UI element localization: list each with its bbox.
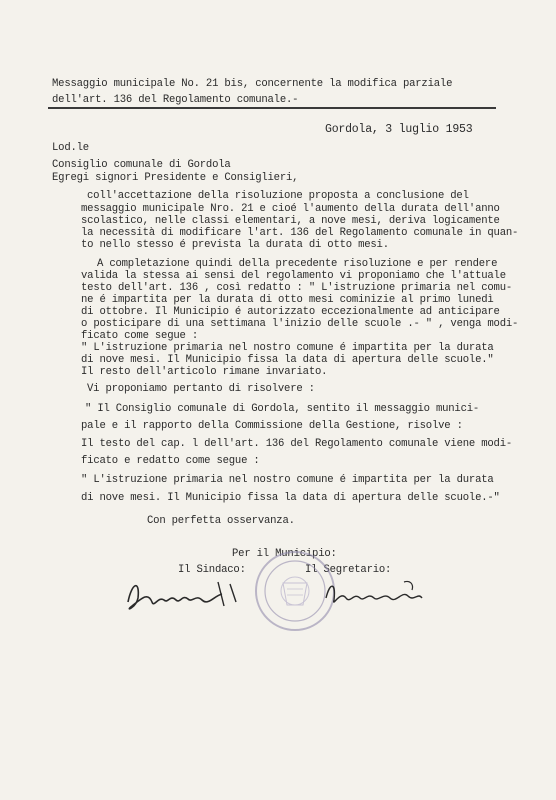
para2-line: valida la stessa ai sensi del regolamento vi proponiamo che l'attuale — [81, 270, 506, 282]
para2-line: Il resto dell'articolo rimane invariato. — [81, 366, 328, 378]
para3-line: ficato e redatto come segue : — [81, 455, 260, 467]
para1-line: scolastico, nelle classi elementari, a nove mesi, deriva logicamente — [81, 215, 500, 227]
para1-line: la necessità di modificare l'art. 136 del Regolamento comunale in quan- — [81, 227, 519, 239]
para1-line: to nello stesso é prevista la durata di otto mesi. — [81, 239, 389, 251]
para3-line: di nove mesi. Il Municipio fissa la data di apertura delle scuole.-" — [81, 492, 500, 504]
para2-line: testo dell'art. 136 , così redatto : " L'istruzione primaria nel comu- — [81, 282, 513, 294]
para3-line: Il testo del cap. l dell'art. 136 del Regolamento comunale viene modi- — [81, 438, 513, 450]
recipient-line-2: Egregi signori Presidente e Consiglieri, — [52, 172, 299, 184]
para3-line: " Il Consiglio comunale di Gordola, sentito il messaggio munici- — [85, 403, 480, 415]
segretario-label: Il Segretario: — [305, 564, 392, 576]
closing-line: Con perfetta osservanza. — [147, 515, 295, 527]
para3-line: pale e il rapporto della Commissione della Gestione, risolve : — [81, 420, 463, 432]
para2-line: " L'istruzione primaria nel nostro comune é impartita per la durata — [81, 342, 494, 354]
para2-line: o posticipare di una settimana l'inizio delle scuole .- " , venga modi- — [81, 318, 519, 330]
para2-line: ficato come segue : — [81, 330, 198, 342]
para3-line: Vi proponiamo pertanto di risolvere : — [87, 383, 315, 395]
para1-line: coll'accettazione della risoluzione proposta a conclusione del — [87, 190, 469, 202]
header-line-1: Messaggio municipale No. 21 bis, concernente la modifica parziale — [52, 78, 453, 90]
date-line: Gordola, 3 luglio 1953 — [325, 123, 473, 136]
para3-line: " L'istruzione primaria nel nostro comune é impartita per la durata — [81, 474, 494, 486]
per-municipio-label: Per il Municipio: — [232, 548, 337, 560]
recipient-line-1: Consiglio comunale di Gordola — [52, 159, 231, 171]
salutation-lod: Lod.le — [52, 142, 89, 154]
para2-line: di ottobre. Il Municipio é autorizzato eccezionalmente ad anticipare — [81, 306, 500, 318]
para2-line: A completazione quindi della precedente risoluzione e per rendere — [97, 258, 498, 270]
header-rule — [48, 107, 496, 109]
para2-line: di nove mesi. Il Municipio fissa la data di apertura delle scuole." — [81, 354, 494, 366]
sindaco-label: Il Sindaco: — [178, 564, 246, 576]
sindaco-signature-icon — [118, 572, 268, 622]
para1-line: messaggio municipale Nro. 21 e cioé l'aumento della durata dell'anno — [81, 203, 500, 215]
segretario-signature-icon — [318, 576, 428, 616]
header-line-2: dell'art. 136 del Regolamento comunale.- — [52, 94, 299, 106]
para2-line: ne é impartita per la durata di otto mesi cominizie al primo lunedì — [81, 294, 494, 306]
